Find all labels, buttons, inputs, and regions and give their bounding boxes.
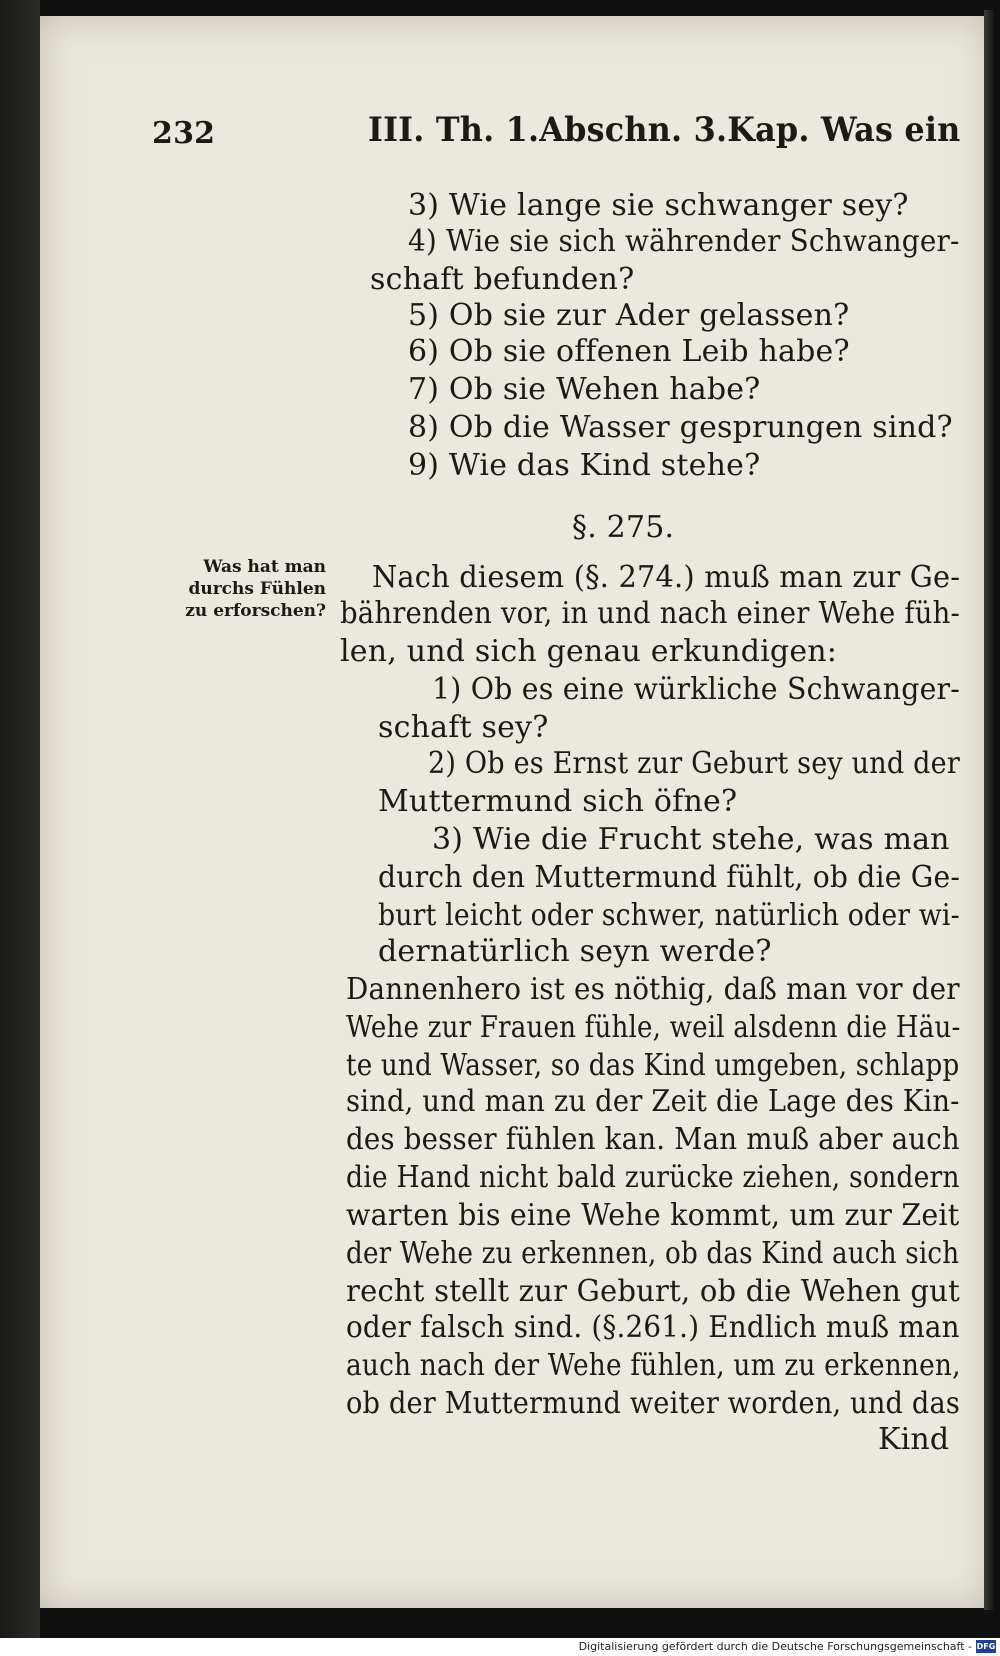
marginal-note-line: zu erforschen?: [185, 601, 326, 621]
binding-shadow: [0, 0, 40, 1656]
list-item: 3) Wie lange sie schwanger sey?: [408, 188, 909, 223]
footer-credit: Digitalisierung gefördert durch die Deutsche Forschungsgemeinschaft -: [578, 1640, 972, 1653]
marginal-note-line: durchs Fühlen: [188, 579, 326, 599]
paragraph-line: Nach diesem (§. 274.) muß man zur Ge-: [372, 560, 961, 595]
dfg-logo-icon: DFG: [976, 1642, 996, 1651]
paragraph-line: Wehe zur Frauen fühle, weil alsdenn die Häu-: [346, 1010, 961, 1045]
page-number: 232: [152, 116, 216, 151]
marginal-note-line: Was hat man: [203, 557, 326, 577]
list-item: 3) Wie die Frucht stehe, was man: [432, 822, 950, 857]
paragraph-line: warten bis eine Wehe kommt, um zur Zeit: [346, 1198, 960, 1233]
page-edge: [984, 10, 994, 1610]
paragraph-line: die Hand nicht bald zurücke ziehen, sondern: [346, 1160, 960, 1195]
list-item-continuation: schaft sey?: [378, 710, 549, 745]
list-item-continuation: durch den Muttermund fühlt, ob die Ge-: [378, 860, 961, 895]
paragraph-line: ob der Muttermund weiter worden, und das: [346, 1386, 961, 1421]
paragraph-line: der Wehe zu erkennen, ob das Kind auch sich: [346, 1236, 960, 1271]
list-item: 5) Ob sie zur Ader gelassen?: [408, 298, 850, 333]
paragraph-line: auch nach der Wehe fühlen, um zu erkennen,: [346, 1348, 961, 1383]
list-item-continuation: dernatürlich seyn werde?: [378, 934, 772, 969]
list-item: 7) Ob sie Wehen habe?: [408, 372, 761, 407]
paragraph-line: oder falsch sind. (§.261.) Endlich muß man: [346, 1310, 960, 1345]
list-item-continuation: burt leicht oder schwer, natürlich oder wi-: [378, 898, 960, 933]
paragraph-line: bährenden vor, in und nach einer Wehe füh-: [340, 596, 960, 631]
paragraph-line: recht stellt zur Geburt, ob die Wehen gut: [346, 1274, 960, 1309]
running-title: III. Th. 1.Abschn. 3.Kap. Was ein: [368, 110, 961, 150]
paragraph-line: te und Wasser, so das Kind umgeben, schlapp: [346, 1048, 960, 1083]
list-item-continuation: Muttermund sich öfne?: [378, 784, 738, 819]
paragraph-line: des besser fühlen kan. Man muß aber auch: [346, 1122, 960, 1157]
list-item: 2) Ob es Ernst zur Geburt sey und der: [428, 746, 960, 781]
list-item: 1) Ob es eine würkliche Schwanger-: [432, 672, 961, 707]
section-heading: §. 275.: [572, 510, 675, 545]
paragraph-line: Dannenhero ist es nöthig, daß man vor der: [346, 972, 960, 1007]
list-item: 9) Wie das Kind stehe?: [408, 448, 761, 483]
list-item: 4) Wie sie sich währender Schwanger-: [408, 224, 960, 259]
list-item-continuation: schaft befunden?: [370, 262, 635, 297]
paragraph-line: sind, und man zu der Zeit die Lage des Kin-: [346, 1084, 960, 1119]
list-item: 6) Ob sie offenen Leib habe?: [408, 334, 850, 369]
list-item: 8) Ob die Wasser gesprungen sind?: [408, 410, 953, 445]
paragraph-line: len, und sich genau erkundigen:: [340, 634, 838, 669]
catchword: Kind: [878, 1422, 950, 1457]
